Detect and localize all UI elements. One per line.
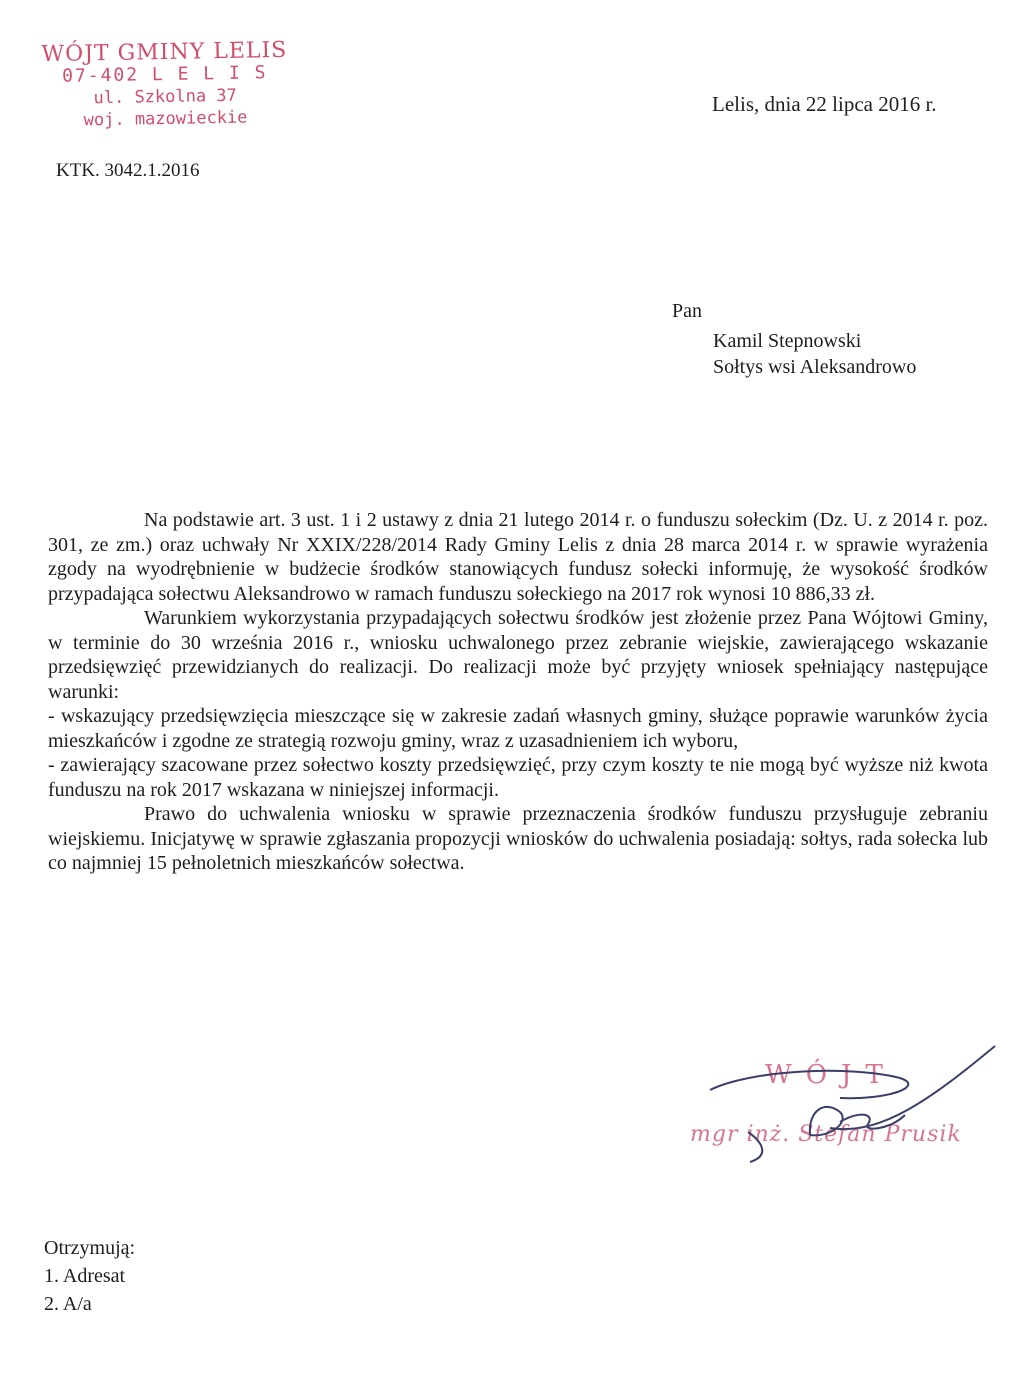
addressee-salutation: Pan: [672, 300, 702, 322]
handwritten-signature: [690, 1040, 1010, 1170]
office-stamp: [39, 37, 290, 132]
recipient-item: 2. A/a: [44, 1293, 92, 1315]
recipient-item: 1. Adresat: [44, 1265, 126, 1287]
body-bullet-2: - zawierający szacowane przez sołectwo koszty przedsięwzięć, przy czym koszty te nie mogą być wyższe niż kwota funduszu na rok 2017 wskazana w niniejszej informacji.: [48, 754, 988, 801]
stamp-line-3: ul. Szkolna 37: [93, 85, 237, 109]
signature-stamp-name: mgr inż. Stefan Prusik: [690, 1122, 962, 1147]
signature-stamp-title: WÓJT: [765, 1060, 897, 1090]
recipients-list: [44, 1234, 135, 1318]
body-paragraph-3: Prawo do uchwalenia wniosku w sprawie przeznaczenia środków funduszu przysługuje zebraniu wiejskiemu. Inicjatywę w sprawie zgłaszania propozycji wniosków do uchwalenia posiadają: sołtys, rada sołecka lub co najmniej 15 pełnoletnich mieszkańców sołectwa.: [48, 803, 988, 874]
reference-number: KTK. 3042.1.2016: [56, 160, 200, 181]
stamp-line-4: woj. mazowieckie: [83, 107, 248, 131]
body-paragraph-2: Warunkiem wykorzystania przypadających sołectwu środków jest złożenie przez Pana Wójtowi Gminy, w terminie do 30 września 2016 r., wniosku uchwalonego przez zebranie wiejskie, zawierającego wskazanie przedsięwzięć przewidzianych do realizacji. Do realizacji może być przyjęty wniosek spełniający następujące warunki:: [48, 607, 988, 703]
letter-body: [48, 508, 988, 876]
addressee-name: Kamil Stepnowski: [713, 330, 862, 352]
recipients-heading: Otrzymują:: [44, 1237, 136, 1259]
stamp-line-2: 07-402 L E L I S: [61, 62, 268, 87]
body-paragraph-1: Na podstawie art. 3 ust. 1 i 2 ustawy z dnia 21 lutego 2014 r. o funduszu sołeckim (Dz. U. z 2014 r. poz. 301, ze zm.) oraz uchwały Nr XXIX/228/2014 Rady Gminy Lelis z dnia 28 marca 2014 r. w sprawie wyrażenia zgody na wyodrębnienie w budżecie środków stanowiących fundusz sołecki informuję, że wysokość środków przypadająca sołectwu Aleksandrowo w ramach funduszu sołeckiego na 2017 rok wynosi 10 886,33 zł.: [48, 509, 988, 605]
stamp-line-1: WÓJT GMINY LELIS: [41, 37, 288, 68]
letter-date: Lelis, dnia 22 lipca 2016 r.: [712, 92, 937, 116]
body-bullet-1: - wskazujący przedsięwzięcia mieszczące się w zakresie zadań własnych gminy, służące poprawie warunków życia mieszkańców i zgodne ze strategią rozwoju gminy, wraz z uzasadnieniem ich wyboru,: [48, 705, 988, 752]
addressee-role: Sołtys wsi Aleksandrowo: [713, 356, 917, 378]
